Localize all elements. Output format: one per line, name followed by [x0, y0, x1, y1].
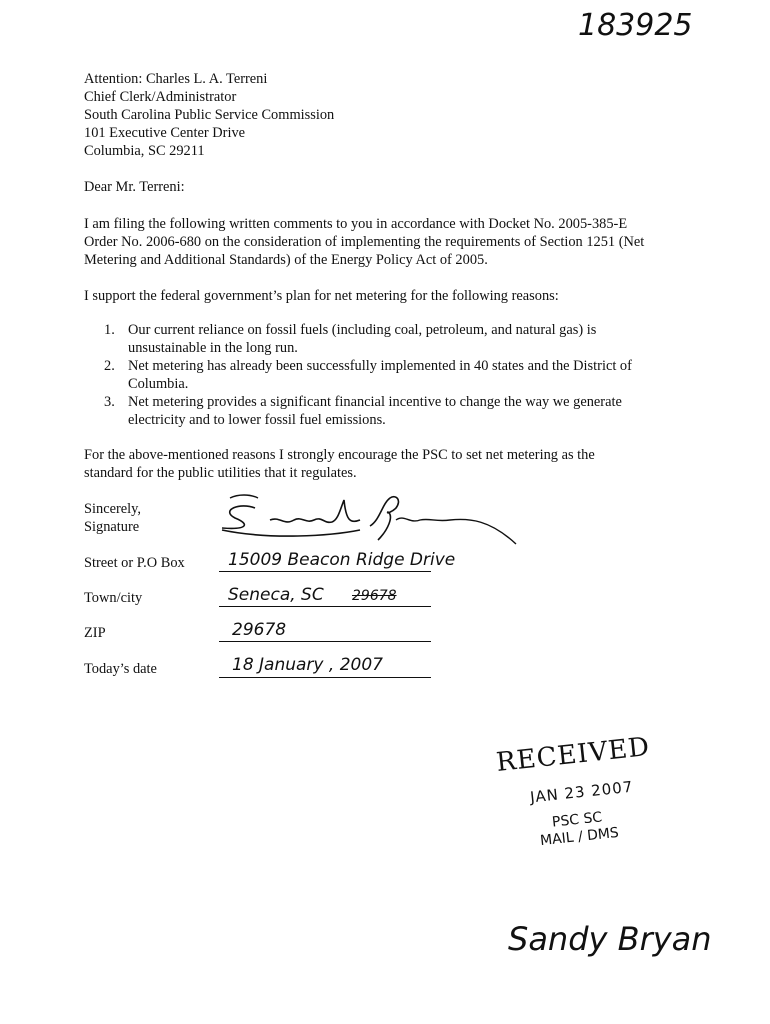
attention-line: Attention: Charles L. A. Terreni — [84, 71, 268, 87]
list-number: 1. — [104, 322, 115, 338]
sincerely-text: Sincerely, — [84, 501, 142, 517]
date-value: 18 January , 2007 — [232, 655, 383, 675]
town-struck-zip: 29678 — [352, 588, 397, 604]
list-item — [84, 321, 684, 357]
street-label: Street or P.O Box — [84, 555, 185, 571]
recipient-street: 101 Executive Center Drive — [84, 125, 246, 141]
list-item-text: Our current reliance on fossil fuels (including coal, petroleum, and natural gas) is — [128, 322, 597, 338]
closing-line: standard for the public utilities that it regulates. — [84, 465, 357, 481]
signature-label: Signature — [84, 519, 140, 535]
zip-value: 29678 — [232, 620, 287, 640]
list-number: 3. — [104, 394, 115, 410]
recipient-org: South Carolina Public Service Commission — [84, 107, 335, 123]
reasons-list — [84, 321, 684, 429]
salutation: Dear Mr. Terreni: — [84, 179, 185, 195]
list-item — [84, 393, 684, 429]
document-number: 183925 — [578, 8, 693, 43]
street-underline — [219, 571, 431, 572]
stamp-date: JAN 23 2007 — [529, 777, 635, 807]
handwritten-name: Sandy Bryan — [508, 920, 712, 958]
list-item-text: Columbia. — [128, 376, 189, 392]
intro-line: Metering and Additional Standards) of the Energy Policy Act of 2005. — [84, 252, 488, 268]
stamp-title: RECEIVED — [494, 732, 652, 778]
street-value: 15009 Beacon Ridge Drive — [228, 550, 456, 570]
support-statement: I support the federal government’s plan for net metering for the following reasons: — [84, 288, 559, 304]
stamp-mail: MAIL / DMS — [539, 824, 620, 850]
town-underline — [219, 606, 431, 607]
zip-underline — [219, 641, 431, 642]
recipient-title: Chief Clerk/Administrator — [84, 89, 237, 105]
zip-label: ZIP — [84, 625, 106, 641]
date-underline — [219, 677, 431, 678]
date-label: Today’s date — [84, 661, 157, 677]
list-item — [84, 357, 684, 393]
list-item-text: electricity and to lower fossil fuel emissions. — [128, 412, 386, 428]
intro-line: I am filing the following written comments to you in accordance with Docket No. 2005-385-E — [84, 216, 628, 232]
intro-line: Order No. 2006-680 on the consideration of implementing the requirements of Section 1251 (Net — [84, 234, 645, 250]
town-value: Seneca, SC — [228, 585, 324, 605]
list-number: 2. — [104, 358, 115, 374]
list-item-text: Net metering has already been successfully implemented in 40 states and the District of — [128, 358, 632, 374]
closing-line: For the above-mentioned reasons I strongly encourage the PSC to set net metering as the — [84, 447, 595, 463]
stamp-office: PSC SC — [551, 809, 603, 831]
list-item-text: Net metering provides a significant financial incentive to change the way we generate — [128, 394, 622, 410]
town-label: Town/city — [84, 590, 143, 606]
list-item-text: unsustainable in the long run. — [128, 340, 298, 356]
recipient-city: Columbia, SC 29211 — [84, 143, 205, 159]
